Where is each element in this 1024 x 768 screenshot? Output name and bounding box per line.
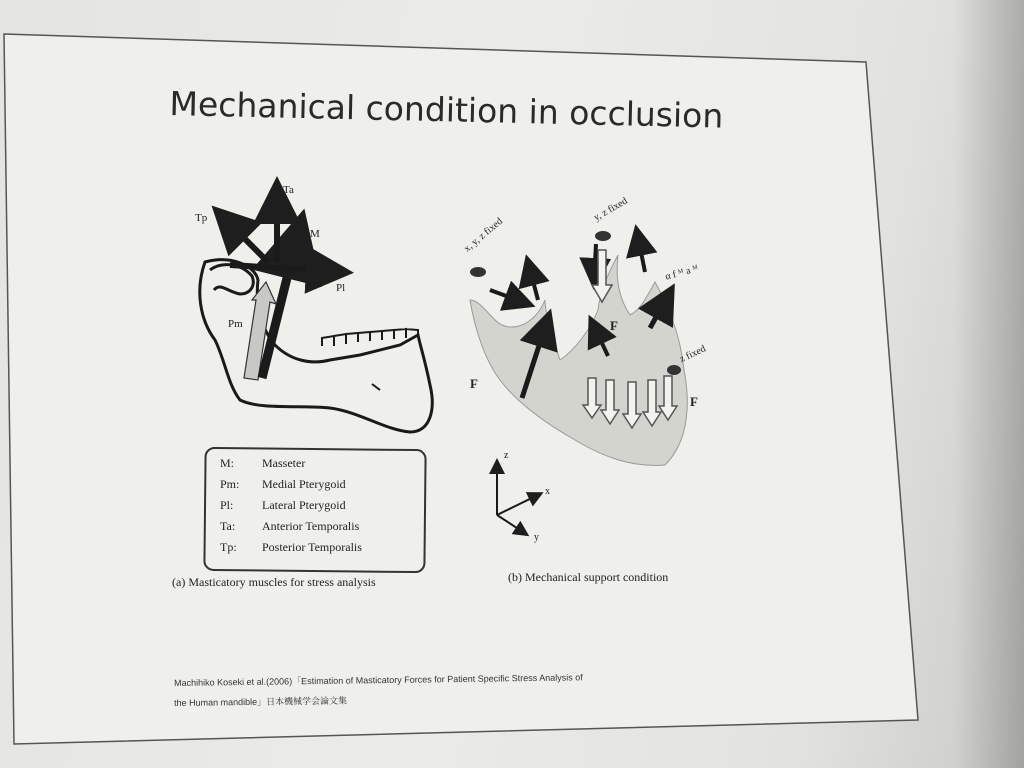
legend-row-pl: Pl: Lateral Pterygoid	[220, 498, 346, 512]
label-f-right: F	[690, 394, 698, 409]
caption-a: (a) Masticatory muscles for stress analysis	[172, 575, 376, 589]
label-fixed-z: z fixed	[678, 343, 708, 365]
axis-y-label: y	[534, 532, 539, 543]
slide-title: Mechanical condition in occlusion	[169, 84, 724, 136]
label-fixed-yz: y, z fixed	[592, 195, 630, 224]
axis-x-label: x	[545, 486, 550, 497]
legend-row-tp: Tp: Posterior Temporalis	[220, 540, 362, 554]
label-m: M	[310, 228, 320, 240]
caption-b: (b) Mechanical support condition	[508, 570, 669, 584]
axis-z-label: z	[504, 450, 509, 461]
reference-line-1: Machihiko Koseki et al.(2006)「Estimation of Masticatory Forces for Patient Specific Stress Analysis of	[174, 672, 583, 688]
label-tp: Tp	[195, 212, 208, 224]
label-f-mid: F	[610, 318, 618, 333]
slide-frame	[4, 34, 918, 744]
label-fixed-xyz: x, y, z fixed	[462, 215, 505, 255]
legend-row-m: M: Masseter	[220, 456, 306, 470]
label-alpha-f: α f ᴹ a ᴹ	[664, 263, 700, 283]
label-f-left: F	[470, 376, 478, 391]
label-ta: Ta	[283, 184, 294, 196]
legend-row-pm: Pm: Medial Pterygoid	[220, 477, 346, 491]
label-pm: Pm	[228, 318, 243, 330]
reference-line-2: the Human mandible」日本機械学会論文集	[174, 695, 348, 708]
legend-row-ta: Ta: Anterior Temporalis	[220, 519, 360, 533]
label-pl: Pl	[336, 282, 346, 294]
